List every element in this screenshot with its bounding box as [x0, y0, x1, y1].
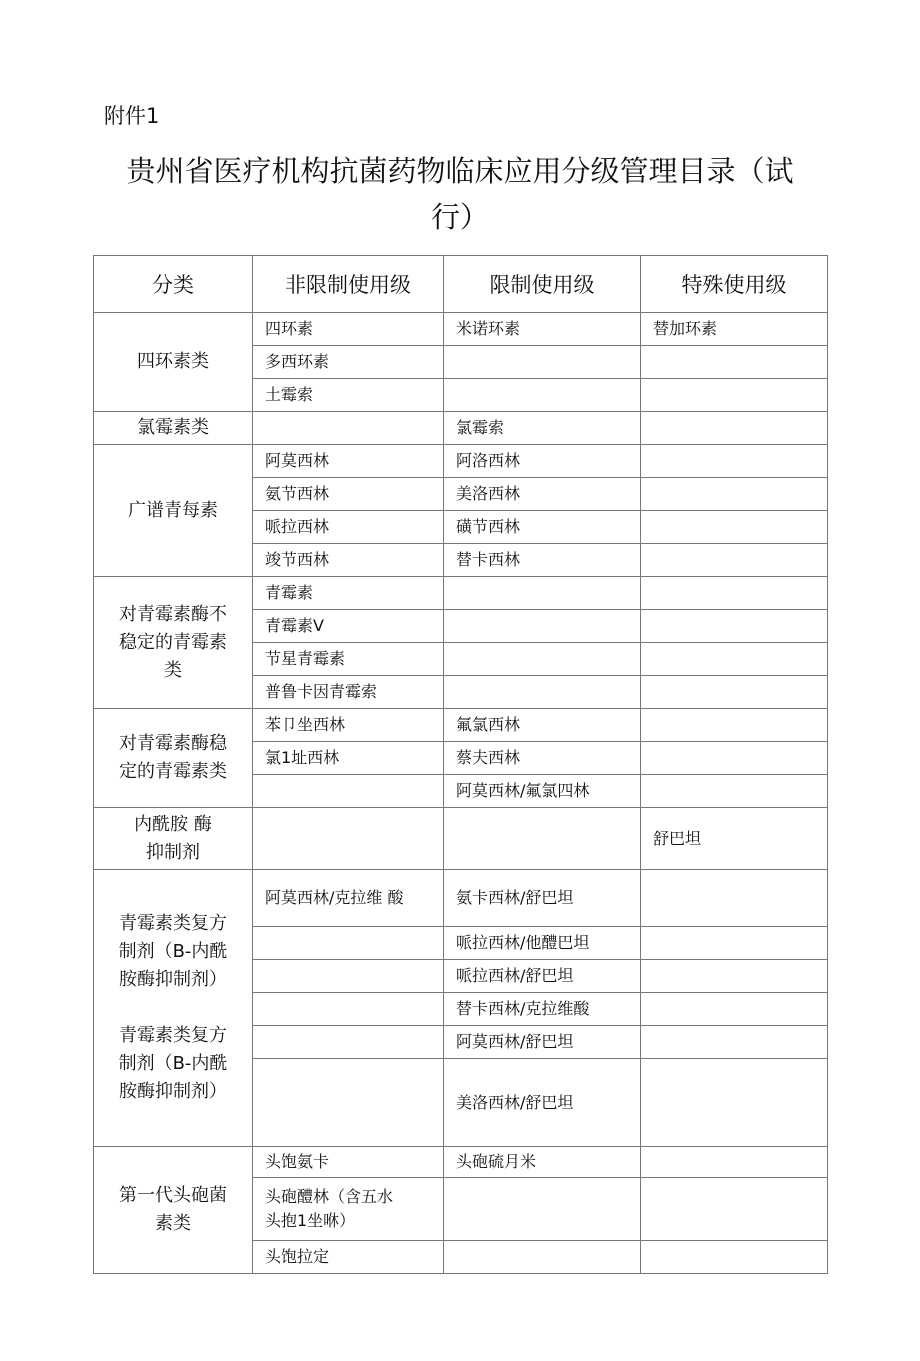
category-cell: 氯霉素类 [94, 412, 253, 445]
restricted-cell: 头砲硫月米 [444, 1147, 641, 1178]
category-cell: 第一代头砲菌 素类 [94, 1147, 253, 1274]
unrestricted-cell: 节星青霉素 [253, 643, 444, 676]
unrestricted-cell [253, 412, 444, 445]
unrestricted-cell: 氨节西林 [253, 478, 444, 511]
special-cell [641, 478, 828, 511]
restricted-cell [444, 346, 641, 379]
category-cell: 对青霉素酶稳 定的青霉素类 [94, 709, 253, 808]
unrestricted-cell: 普鲁卡因青霉索 [253, 676, 444, 709]
attachment-label: 附件1 [104, 104, 160, 128]
restricted-cell: 阿洛西林 [444, 445, 641, 478]
unrestricted-cell: 哌拉西林 [253, 511, 444, 544]
unrestricted-cell: 竣节西林 [253, 544, 444, 577]
category-cell: 青霉素类复方 制剂（B-内酰 胺酶抑制剂） 青霉素类复方 制剂（B-内酰 胺酶抑制剂） [94, 870, 253, 1147]
special-cell [641, 1241, 828, 1274]
special-cell [641, 709, 828, 742]
restricted-cell [444, 676, 641, 709]
restricted-cell: 哌拉西林/舒巴坦 [444, 960, 641, 993]
restricted-cell: 氟氯西林 [444, 709, 641, 742]
special-cell [641, 445, 828, 478]
restricted-cell: 美洛西林 [444, 478, 641, 511]
special-cell [641, 1059, 828, 1147]
category-cell: 对青霉素酶不 稳定的青霉素 类 [94, 577, 253, 709]
restricted-cell [444, 1178, 641, 1241]
unrestricted-cell: 阿莫西林 [253, 445, 444, 478]
special-cell [641, 379, 828, 412]
table-row [94, 577, 828, 610]
special-cell [641, 544, 828, 577]
special-cell [641, 742, 828, 775]
unrestricted-cell [253, 775, 444, 808]
title-line-1: 贵州省医疗机构抗菌药物临床应用分级管理目录（试 [126, 154, 794, 188]
special-cell [641, 610, 828, 643]
unrestricted-cell [253, 1059, 444, 1147]
unrestricted-cell: 头砲醴林（含五水 头抱1坐咻） [253, 1178, 444, 1241]
special-cell [641, 577, 828, 610]
special-cell [641, 1147, 828, 1178]
restricted-cell: 氨卡西林/舒巴坦 [444, 870, 641, 927]
antibiotic-classification-table [93, 255, 828, 1274]
table-row [94, 870, 828, 927]
category-cell: 广谱青每素 [94, 445, 253, 577]
document-title [90, 148, 830, 240]
header-row [94, 256, 828, 313]
restricted-cell: 阿莫西林/舒巴坦 [444, 1026, 641, 1059]
special-cell [641, 775, 828, 808]
restricted-cell: 阿莫西林/氟氯四林 [444, 775, 641, 808]
special-cell [641, 1178, 828, 1241]
unrestricted-cell [253, 1026, 444, 1059]
table-row [94, 1147, 828, 1178]
unrestricted-cell: 阿莫西林/克拉维 酸 [253, 870, 444, 927]
unrestricted-cell: 青霉素V [253, 610, 444, 643]
category-cell: 四环素类 [94, 313, 253, 412]
table-row [94, 808, 828, 870]
unrestricted-cell: 头饱拉定 [253, 1241, 444, 1274]
restricted-cell: 替卡西林/克拉维酸 [444, 993, 641, 1026]
restricted-cell [444, 577, 641, 610]
special-cell [641, 346, 828, 379]
special-cell [641, 960, 828, 993]
header-category: 分类 [94, 256, 253, 313]
unrestricted-cell: 土霉索 [253, 379, 444, 412]
restricted-cell: 美洛西林/舒巴坦 [444, 1059, 641, 1147]
table-row [94, 412, 828, 445]
restricted-cell: 氯霉索 [444, 412, 641, 445]
unrestricted-cell: 头饱氨卡 [253, 1147, 444, 1178]
category-cell: 内酰胺 酶 抑制剂 [94, 808, 253, 870]
unrestricted-cell: 青霉素 [253, 577, 444, 610]
restricted-cell: 哌拉西林/他醴巴坦 [444, 927, 641, 960]
restricted-cell [444, 379, 641, 412]
unrestricted-cell [253, 927, 444, 960]
restricted-cell [444, 610, 641, 643]
special-cell [641, 927, 828, 960]
special-cell [641, 870, 828, 927]
unrestricted-cell: 苯卩坐西林 [253, 709, 444, 742]
unrestricted-cell: 多西环素 [253, 346, 444, 379]
special-cell [641, 412, 828, 445]
restricted-cell [444, 808, 641, 870]
special-cell [641, 643, 828, 676]
restricted-cell [444, 643, 641, 676]
restricted-cell: 磺节西林 [444, 511, 641, 544]
special-cell [641, 1026, 828, 1059]
table-row [94, 313, 828, 346]
special-cell [641, 511, 828, 544]
restricted-cell: 蔡夫西林 [444, 742, 641, 775]
header-unrestricted: 非限制使用级 [253, 256, 444, 313]
restricted-cell [444, 1241, 641, 1274]
special-cell: 替加环素 [641, 313, 828, 346]
restricted-cell: 替卡西林 [444, 544, 641, 577]
special-cell [641, 993, 828, 1026]
table-body [94, 256, 828, 1274]
table-row [94, 709, 828, 742]
table-row [94, 445, 828, 478]
special-cell: 舒巴坦 [641, 808, 828, 870]
unrestricted-cell [253, 993, 444, 1026]
header-special: 特殊使用级 [641, 256, 828, 313]
restricted-cell: 米诺环素 [444, 313, 641, 346]
unrestricted-cell: 氯1址西林 [253, 742, 444, 775]
unrestricted-cell: 四环素 [253, 313, 444, 346]
unrestricted-cell [253, 960, 444, 993]
header-restricted: 限制使用级 [444, 256, 641, 313]
title-line-2: 行） [430, 200, 489, 234]
special-cell [641, 676, 828, 709]
unrestricted-cell [253, 808, 444, 870]
